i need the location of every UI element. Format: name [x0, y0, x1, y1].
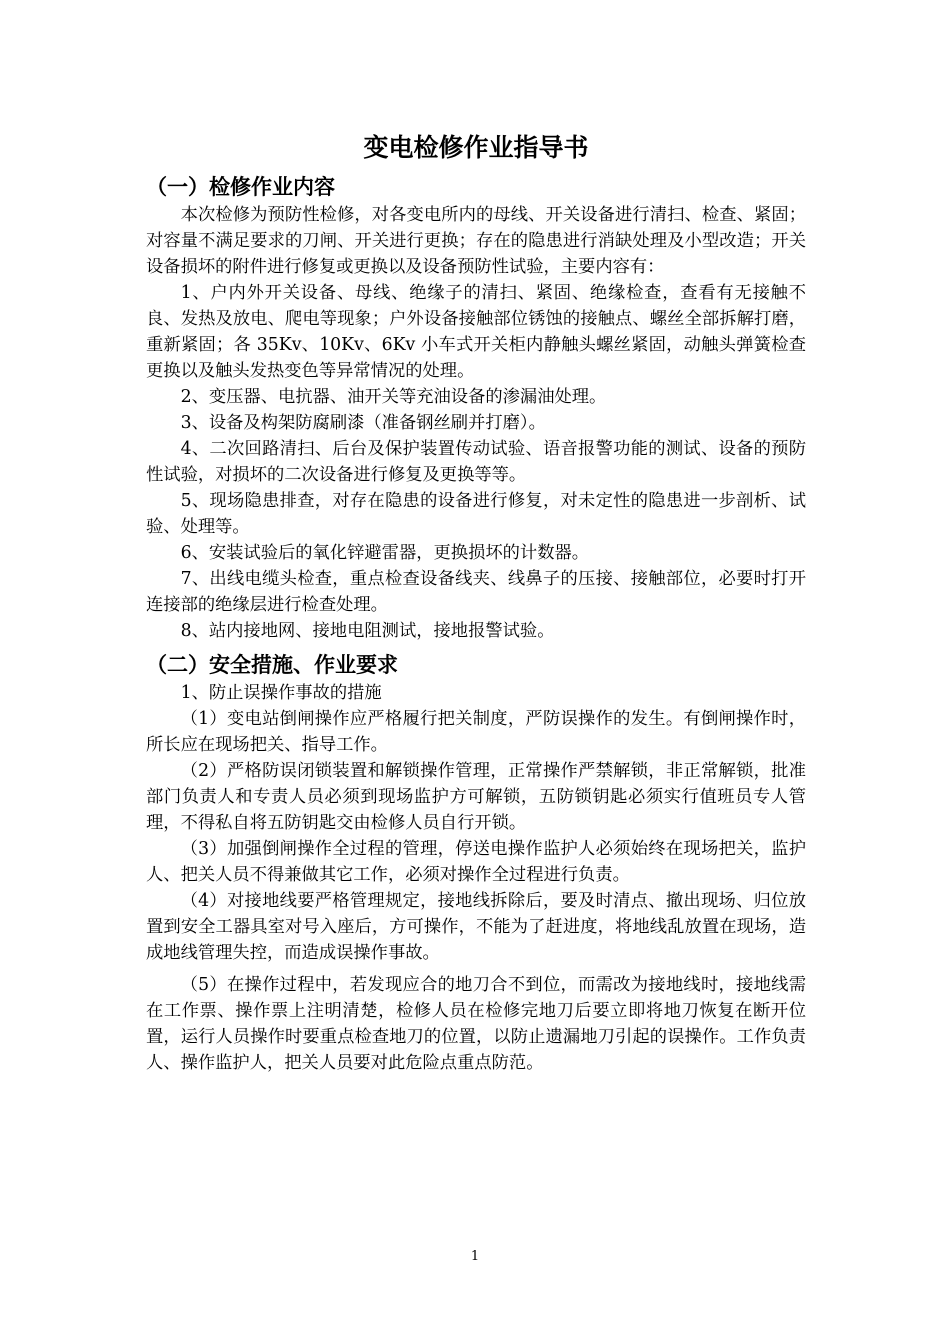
paragraph: （3）加强倒闸操作全过程的管理，停送电操作监护人必须始终在现场把关，监护人、把关人员不得兼做其它工作，必须对操作全过程进行负责。 — [146, 839, 806, 885]
paragraph: 3、设备及构架防腐刷漆（准备钢丝刷并打磨）。 — [180, 413, 546, 433]
document-body — [146, 128, 806, 1076]
paragraph: 4、二次回路清扫、后台及保护装置传动试验、语音报警功能的测试、设备的预防性试验，对损坏的二次设备进行修复及更换等等。 — [146, 439, 806, 485]
paragraph: 1、防止误操作事故的措施 — [180, 683, 382, 703]
section-heading-content: （一）检修作业内容 — [146, 175, 335, 199]
section-heading-safety: （二）安全措施、作业要求 — [146, 653, 398, 677]
paragraph: 7、出线电缆头检查，重点检查设备线夹、线鼻子的压接、接触部位，必要时打开连接部的绝缘层进行检查处理。 — [146, 569, 806, 615]
document-title: 变电检修作业指导书 — [363, 133, 589, 162]
paragraph: （4）对接地线要严格管理规定，接地线拆除后，要及时清点、撤出现场、归位放置到安全工器具室对号入座后，方可操作，不能为了赶进度，将地线乱放置在现场，造成地线管理失控，而造成误操作事故。 — [146, 891, 806, 963]
paragraph: （5）在操作过程中，若发现应合的地刀合不到位，而需改为接地线时，接地线需在工作票、操作票上注明清楚，检修人员在检修完地刀后要立即将地刀恢复在断开位置，运行人员操作时要重点检查地刀的位置，以防止遗漏地刀引起的误操作。工作负责人、操作监护人，把关人员要对此危险点重点防范。 — [146, 975, 806, 1073]
paragraph: 8、站内接地网、接地电阻测试，接地报警试验。 — [180, 621, 555, 641]
page-number: 1 — [470, 1249, 480, 1264]
paragraph: 6、安装试验后的氧化锌避雷器，更换损坏的计数器。 — [180, 543, 590, 563]
paragraph: （1）变电站倒闸操作应严格履行把关制度，严防误操作的发生。有倒闸操作时，所长应在现场把关、指导工作。 — [146, 709, 806, 755]
paragraph: 5、现场隐患排查，对存在隐患的设备进行修复，对未定性的隐患进一步剖析、试验、处理等。 — [146, 491, 806, 537]
paragraph: 1、户内外开关设备、母线、绝缘子的清扫、紧固、绝缘检查，查看有无接触不良、发热及放电、爬电等现象；户外设备接触部位锈蚀的接触点、螺丝全部拆解打磨，重新紧固；各 35Kv、10Kv、6Kv 小车式开关柜内静触头螺丝紧固，动触头弹簧检查更换以及触头发热变色等异常情况的处理。 — [146, 283, 806, 381]
paragraph: （2）严格防误闭锁装置和解锁操作管理，正常操作严禁解锁，非正常解锁，批准部门负责人和专责人员必须到现场监护方可解锁，五防锁钥匙必须实行值班员专人管理，不得私自将五防钥匙交由检修人员自行开锁。 — [146, 761, 806, 833]
paragraph: 2、变压器、电抗器、油开关等充油设备的渗漏油处理。 — [180, 387, 607, 407]
paragraph: 本次检修为预防性检修，对各变电所内的母线、开关设备进行清扫、检查、紧固；对容量不满足要求的刀闸、开关进行更换；存在的隐患进行消缺处理及小型改造；开关设备损坏的附件进行修复或更换以及设备预防性试验，主要内容有： — [146, 205, 806, 277]
